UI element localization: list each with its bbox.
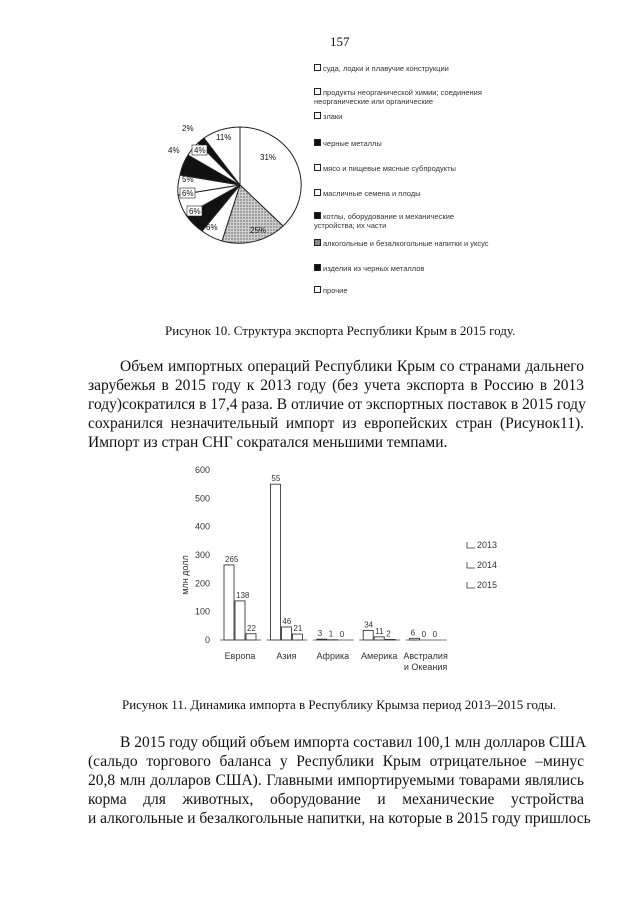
legend-swatch [467, 542, 475, 548]
pie-label-31: 31% [260, 153, 277, 162]
paragraph-line: Объем импортных операций Республики Крым со странами дальнего [120, 358, 584, 375]
paragraph-1 [88, 357, 584, 452]
bar-value-label: 1 [328, 629, 334, 639]
y-tick-label: 100 [194, 606, 210, 617]
bar-2015 [292, 634, 302, 640]
legend-item: злаки [314, 112, 514, 121]
paragraph-2 [88, 733, 591, 828]
legend-item: масличные семена и плоды [314, 189, 514, 198]
legend-label: 2013 [477, 540, 498, 550]
legend-item: алкогольные и безалкогольные напитки и уксус [314, 239, 499, 248]
paragraph-line: 20,8 млн долларов США). Главными импортируемыми товарами являлись [88, 772, 584, 789]
bar-value-label: 21 [293, 624, 303, 634]
legend-swatch [314, 212, 321, 219]
paragraph-line: (сальдо торгового баланса у Республики Крым отрицательное –минус [88, 753, 584, 770]
bar-value-label: 34 [364, 620, 374, 630]
paragraph-line: Импорт из стран СНГ сократался меньшими темпами. [88, 434, 448, 451]
x-tick-label: Африка [316, 651, 350, 661]
legend-swatch [467, 582, 475, 588]
pie-label-11: 11% [216, 133, 232, 142]
bar-value-label: 0 [339, 630, 345, 639]
legend-item: продукты неорганической химии; соединения неорганические или органические [314, 88, 482, 106]
bar-2014 [374, 637, 384, 640]
bar-2014 [235, 601, 245, 640]
legend-item: прочие [314, 286, 514, 295]
bar-value-label: 138 [236, 590, 250, 600]
pie-label-6b: 6% [189, 207, 201, 216]
y-tick-label: 200 [194, 578, 210, 589]
legend-item: котлы, оборудование и механические устройства; их части [314, 212, 455, 230]
pie-label-5: 5% [182, 175, 194, 184]
x-tick-label: Азия [276, 651, 297, 661]
bar-2013 [224, 565, 234, 640]
pie-label-25: 25% [250, 226, 267, 235]
bar-value-label: 0 [432, 630, 438, 639]
x-tick-label: Австралия [403, 651, 448, 661]
bar-value-label: 55 [271, 474, 281, 484]
pie-label-6a: 6% [206, 223, 218, 232]
bar-value-label: 11 [375, 626, 384, 636]
legend-swatch [314, 88, 321, 95]
paragraph-line: сохранился незначительный импорт из европейских стран (Рисунок11). [88, 415, 584, 432]
pie-label-6c: 6% [182, 189, 194, 198]
paragraph-line: В 2015 году общий объем импорта составил 100,1 млн долларов США [120, 734, 587, 751]
bar-value-label: 0 [421, 630, 427, 639]
bar-value-label: 22 [247, 623, 256, 633]
paragraph-line: году)сократился в 17,4 раза. В отличие от экспортных поставок в 2015 году [88, 396, 586, 413]
legend-item: суда, лодки и плавучие конструкции [314, 64, 514, 73]
legend-swatch [314, 239, 321, 246]
bar-2013 [363, 630, 373, 640]
legend-item: мясо и пищевые мясные субпродукты [314, 164, 514, 173]
bar-value-label: 46 [282, 616, 292, 626]
figure10-caption: Рисунок 10. Структура экспорта Республики Крым в 2015 году. [165, 323, 516, 338]
paragraph-line: и алкогольные и безалкогольные напитки, на которые в 2015 году пришлось [88, 810, 591, 827]
y-tick-label: 300 [194, 550, 210, 560]
bar-value-label: 6 [410, 628, 416, 638]
legend-swatch [467, 562, 475, 568]
y-tick-label: 0 [204, 635, 210, 645]
legend-swatch [314, 264, 321, 271]
bar-2013 [270, 484, 280, 640]
paragraph-line: зарубежья в 2015 году к 2013 году (без учета экспорта в Россию в 2013 [88, 377, 584, 394]
legend-swatch [314, 112, 321, 119]
bar-2015 [246, 634, 256, 640]
legend-label: 2015 [477, 580, 498, 590]
legend-swatch [314, 286, 321, 293]
y-tick-label: 400 [194, 521, 210, 532]
y-tick-label: 600 [194, 465, 210, 475]
legend-item: изделия из черных металлов [314, 264, 514, 273]
figure11-caption: Рисунок 11. Динамика импорта в Республику Крымза период 2013–2015 годы. [122, 697, 557, 712]
pie-label-2: 2% [182, 124, 194, 133]
x-tick-label: Европа [224, 651, 256, 661]
bar-value-label: 2 [386, 629, 391, 639]
pie-label-4b: 4% [194, 146, 206, 155]
legend-swatch [314, 189, 321, 196]
bar-value-label: 3 [317, 629, 323, 639]
y-axis-label: млн долл [180, 555, 190, 595]
y-tick-label: 500 [194, 493, 210, 504]
legend-swatch [314, 164, 321, 171]
page-number: 157 [330, 34, 350, 49]
x-tick-label: и Океания [403, 662, 448, 672]
legend-item: черные металлы [314, 139, 514, 148]
import-bar-chart [180, 460, 520, 675]
legend-swatch [314, 64, 321, 71]
bar-value-label: 265 [225, 554, 239, 564]
legend-swatch [314, 139, 321, 146]
paragraph-line: корма для животных, оборудование и механические устройства [88, 791, 584, 808]
x-tick-label: Америка [361, 651, 398, 661]
legend-label: 2014 [477, 560, 498, 570]
bar-2014 [281, 627, 291, 640]
pie-label-4a: 4% [168, 146, 180, 155]
export-pie-chart [150, 115, 320, 255]
